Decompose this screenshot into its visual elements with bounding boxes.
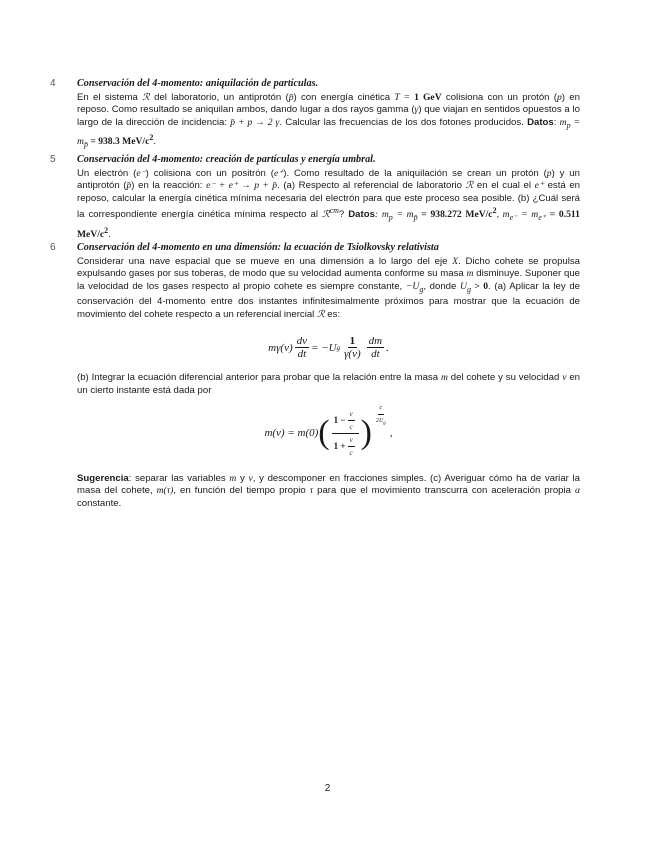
problem-number: 5: [50, 154, 56, 165]
problem-title: Conservación del 4-momento: aniquilación de partículas.: [77, 78, 319, 89]
problem-title: Conservación del 4-momento: creación de partículas y energía umbral.: [77, 154, 376, 165]
problem-6: [50, 242, 580, 510]
problem-number: 6: [50, 242, 56, 253]
equation-motion: mγ(v) $\frac{dv}{dt}$ = −U g $\frac{1}{\gamma(v)}$ $\frac{dm}{dt}$ .: [268, 335, 389, 361]
problem-title: Conservación del 4-momento en una dimensión: la ecuación de Tsiolkovsky relativista: [77, 242, 439, 253]
page-number: 2: [324, 783, 331, 794]
problem-5: [50, 154, 580, 242]
problem-text-b: (b) Integrar la ecuación diferencial anterior para probar que la relación entre la masa m del cohete y su velocidad v en un cierto instante está dada por: [77, 372, 580, 397]
problem-body: [77, 78, 580, 152]
equation-mass-velocity: m(v) = m(0) ( 1 − $\frac{v}{c}$ 1 + $\frac{v}{c}$ ) $\frac{c}{2U_g}$ ,: [77, 408, 580, 459]
problem-body: [77, 154, 580, 242]
problem-number: 4: [50, 78, 56, 89]
problem-text: En el sistema ℛ del laboratorio, un antiprotón (p̄) con energía cinética T = 1 GeV colisiona con un protón (p) en reposo. Como resultado se aniquilan ambos, dando lugar a dos rayos gamma (γ) que viajan en sentidos opuestos a lo largo de la dirección de incidencia: p̄ + p → 2 γ. Calcular las frecuencias de los dos fotones producidos. Datos: $m_p = m_{p̄} = 938.3$ MeV/$c^2$.: [77, 91, 581, 150]
problem-4: [50, 78, 580, 152]
problem-body: [77, 242, 580, 510]
problem-text: Considerar una nave espacial que se mueve en una dimensión a lo largo del eje X. Dicho cohete se propulsa expulsando gases por sus toberas, de modo que su velocidad aumenta conforme su masa m disminuye. Suponer que la velocidad de los gases respecto al propio cohete es siempre constante, $-U_g$, donde $U_g > 0$. (a) Aplicar la ley de conservación del 4-momento entre dos instantes infinitesimalmente próximos para mostrar que la ecuación de movimiento del cohete respecto a un referencial inercial ℛ es:: [77, 255, 581, 320]
problem-text-c: Sugerencia: separar las variables m y v, y descomponer en fracciones simples. (c) Averiguar cómo ha de variar la masa del cohete, m(τ), en función del tiempo propio τ para que el movimiento transcurra con aceleración propia α constante.: [77, 472, 581, 509]
problem-text: Un electrón (e⁻) colisiona con un positrón (e⁺). Como resultado de la aniquilación se crean un protón (p) y un antiprotón (p̄) en la reacción: e⁻ + e⁺ → p + p̄. (a) Respecto al referencial de laboratorio ℛ en el cual el e⁺ está en reposo, calcular la energía cinética mínima necesaria del electrón para que este proceso sea posible. (b) ¿Cuál será la correspondiente energía cinética mínima respecto al ℛ$^{cm}$? Datos: $m_p = m_{p̄} = 938.272$ MeV/$c^2$, $m_{e^-} = m_{e^+} = 0.511$ MeV/$c^2$.: [77, 167, 580, 241]
